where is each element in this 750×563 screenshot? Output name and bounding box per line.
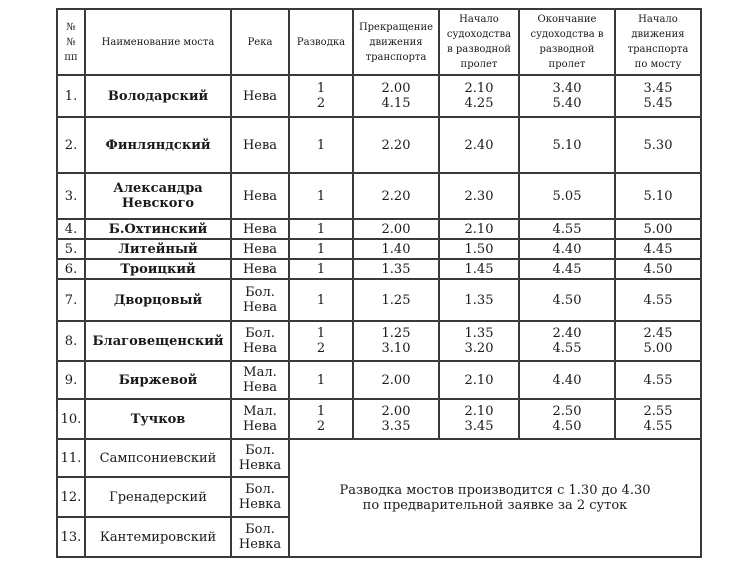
traffic-resume-time-line: 4.55: [643, 372, 673, 388]
traffic-resume-time-line: 4.55: [643, 419, 673, 434]
traffic-stop-time: [353, 219, 439, 239]
row-number: 10.: [57, 399, 85, 439]
navigation-end-time-line: 5.40: [552, 96, 582, 111]
river-name-line: Нева: [242, 341, 278, 356]
navigation-end-time-line: 3.40: [552, 81, 582, 96]
bridge-name-line: Троицкий: [120, 261, 196, 277]
opening-number-line: 1: [316, 221, 326, 237]
bridge-name-line: Биржевой: [118, 372, 198, 388]
table-row: [57, 239, 701, 259]
navigation-end-time: [519, 75, 615, 117]
opening-number-line: 1: [316, 372, 326, 388]
traffic-resume-time: [615, 399, 701, 439]
navigation-start-time: [439, 75, 519, 117]
opening-number-line: 1: [316, 326, 326, 341]
bridge-schedule-table: [56, 8, 702, 558]
header-navigation-end: Окончание судоходства в разводной пролет: [519, 9, 615, 75]
traffic-stop-time-line: 3.35: [381, 419, 411, 434]
header-opening: Разводка: [289, 9, 353, 75]
navigation-end-time-line: 2.40: [552, 326, 582, 341]
traffic-stop-time-line: 2.20: [381, 188, 411, 204]
bridge-name: [85, 173, 231, 219]
traffic-stop-time-line: 4.15: [381, 96, 411, 111]
opening-number: [289, 219, 353, 239]
opening-number-line: 1: [316, 137, 326, 153]
navigation-end-time-line: 4.45: [552, 261, 582, 277]
traffic-stop-time-line: 1.40: [381, 241, 411, 257]
navigation-start-time: [439, 399, 519, 439]
navigation-start-time: [439, 117, 519, 173]
river-name: [231, 219, 289, 239]
river-name-line: Нева: [242, 380, 278, 395]
traffic-resume-time-line: 4.45: [643, 241, 673, 257]
river-name-line: Невка: [238, 458, 282, 473]
river-name-line: Невка: [238, 497, 282, 512]
bridge-name: Сампсониевский: [85, 439, 231, 477]
header-bridge-name: Наименование моста: [85, 9, 231, 75]
river-name: [231, 439, 289, 477]
traffic-resume-time: [615, 173, 701, 219]
schedule-note-line: Разводка мостов производится с 1.30 до 4.30: [339, 483, 651, 498]
bridge-name-line: Володарский: [107, 88, 209, 104]
bridge-name-line: Дворцовый: [113, 292, 203, 308]
navigation-start-time-line: 2.10: [464, 404, 494, 419]
river-name: [231, 173, 289, 219]
opening-number: [289, 259, 353, 279]
table-row: [57, 321, 701, 361]
navigation-end-time: [519, 173, 615, 219]
opening-number: [289, 239, 353, 259]
river-name-line: Нева: [242, 188, 278, 204]
bridge-name: [85, 399, 231, 439]
row-number: 3.: [57, 173, 85, 219]
extra-rows: [57, 439, 701, 557]
traffic-resume-time-line: 4.50: [643, 261, 673, 277]
opening-number-line: 2: [316, 96, 326, 111]
opening-number-line: 1: [316, 261, 326, 277]
bridge-name-line: Тучков: [130, 411, 186, 427]
traffic-resume-time: [615, 321, 701, 361]
traffic-resume-time: [615, 279, 701, 321]
navigation-start-time-line: 1.50: [464, 241, 494, 257]
bridge-name: [85, 259, 231, 279]
bridge-name-line: Александра: [113, 181, 203, 196]
traffic-resume-time: [615, 219, 701, 239]
navigation-end-time: [519, 399, 615, 439]
navigation-end-time: [519, 259, 615, 279]
opening-number-line: 2: [316, 341, 326, 356]
bridge-name: [85, 117, 231, 173]
navigation-end-time: [519, 219, 615, 239]
opening-number-line: 1: [316, 188, 326, 204]
river-name: [231, 517, 289, 557]
traffic-stop-time-line: 1.25: [381, 292, 411, 308]
traffic-stop-time-line: 2.00: [381, 372, 411, 388]
table-row: [57, 173, 701, 219]
opening-number: [289, 321, 353, 361]
bridge-name: [85, 361, 231, 399]
river-name-line: Нева: [242, 137, 278, 153]
opening-number: [289, 399, 353, 439]
river-name: [231, 399, 289, 439]
bridge-name: [85, 321, 231, 361]
header-traffic-stop: Прекращение движения транспорта: [353, 9, 439, 75]
traffic-stop-time: [353, 173, 439, 219]
navigation-start-time: [439, 259, 519, 279]
row-number: 7.: [57, 279, 85, 321]
header-number: № № пп: [57, 9, 85, 75]
river-name-line: Нева: [242, 88, 278, 104]
bridge-name-line: Б.Охтинский: [108, 221, 208, 237]
row-number: 12.: [57, 477, 85, 517]
navigation-start-time-line: 3.20: [464, 341, 494, 356]
river-name: [231, 361, 289, 399]
navigation-start-time-line: 3.45: [464, 419, 494, 434]
schedule-note-line: по предварительной заявке за 2 суток: [362, 498, 628, 513]
traffic-resume-time-line: 2.55: [643, 404, 673, 419]
opening-number: [289, 173, 353, 219]
traffic-stop-time: [353, 75, 439, 117]
navigation-start-time-line: 2.10: [464, 372, 494, 388]
bridge-name-line: Литейный: [118, 241, 198, 257]
traffic-stop-time: [353, 321, 439, 361]
opening-number-line: 1: [316, 404, 326, 419]
traffic-resume-time: [615, 75, 701, 117]
opening-number: [289, 117, 353, 173]
traffic-resume-time: [615, 361, 701, 399]
table-row: [57, 219, 701, 239]
bridge-name: [85, 239, 231, 259]
river-name-line: Нева: [242, 261, 278, 277]
traffic-stop-time: [353, 239, 439, 259]
navigation-start-time-line: 1.35: [464, 326, 494, 341]
river-name-line: Мал.: [243, 365, 277, 380]
row-number: 5.: [57, 239, 85, 259]
navigation-end-time-line: 4.40: [552, 372, 582, 388]
river-name: [231, 279, 289, 321]
traffic-resume-time-line: 2.45: [643, 326, 673, 341]
bridge-name-line: Благовещенский: [92, 333, 224, 349]
river-name: [231, 117, 289, 173]
traffic-resume-time-line: 5.10: [643, 188, 673, 204]
navigation-start-time-line: 2.10: [464, 81, 494, 96]
traffic-stop-time-line: 1.35: [381, 261, 411, 277]
navigation-end-time-line: 4.55: [552, 221, 582, 237]
schedule-note: [289, 439, 701, 557]
table-row: [57, 75, 701, 117]
navigation-end-time-line: 4.50: [552, 292, 582, 308]
row-number: 2.: [57, 117, 85, 173]
traffic-resume-time-line: 5.00: [643, 341, 673, 356]
river-name: [231, 239, 289, 259]
navigation-end-time-line: 5.05: [552, 188, 582, 204]
header-row: [57, 9, 701, 75]
bridge-name-line: Финляндский: [105, 137, 211, 153]
opening-number: [289, 75, 353, 117]
traffic-resume-time-line: 5.00: [643, 221, 673, 237]
row-number: 13.: [57, 517, 85, 557]
river-name-line: Нева: [242, 221, 278, 237]
river-name-line: Невка: [238, 537, 282, 552]
river-name: [231, 259, 289, 279]
traffic-stop-time: [353, 117, 439, 173]
opening-number: [289, 279, 353, 321]
traffic-stop-time: [353, 361, 439, 399]
navigation-start-time: [439, 279, 519, 321]
navigation-start-time-line: 4.25: [464, 96, 494, 111]
table-row: [57, 117, 701, 173]
traffic-stop-time-line: 3.10: [381, 341, 411, 356]
table-row: [57, 279, 701, 321]
river-name-line: Бол.: [245, 326, 275, 341]
traffic-resume-time: [615, 259, 701, 279]
opening-number-line: 1: [316, 241, 326, 257]
navigation-end-time-line: 4.50: [552, 419, 582, 434]
navigation-end-time: [519, 279, 615, 321]
opening-number-line: 1: [316, 292, 326, 308]
river-name-line: Нева: [242, 300, 278, 315]
navigation-start-time: [439, 321, 519, 361]
traffic-resume-time: [615, 117, 701, 173]
traffic-stop-time: [353, 259, 439, 279]
traffic-resume-time: [615, 239, 701, 259]
bridge-name: [85, 279, 231, 321]
river-name-line: Бол.: [245, 522, 275, 537]
navigation-end-time: [519, 239, 615, 259]
traffic-stop-time-line: 2.20: [381, 137, 411, 153]
opening-number-line: 1: [316, 81, 326, 96]
navigation-start-time-line: 1.45: [464, 261, 494, 277]
river-name-line: Нева: [242, 419, 278, 434]
traffic-stop-time: [353, 399, 439, 439]
table-row: [57, 259, 701, 279]
navigation-end-time: [519, 361, 615, 399]
navigation-end-time-line: 4.55: [552, 341, 582, 356]
row-number: 9.: [57, 361, 85, 399]
navigation-start-time-line: 1.35: [464, 292, 494, 308]
navigation-start-time: [439, 239, 519, 259]
table-row: [57, 399, 701, 439]
navigation-end-time: [519, 321, 615, 361]
row-number: 6.: [57, 259, 85, 279]
bridge-name-line: Невского: [121, 196, 195, 211]
row-number: 4.: [57, 219, 85, 239]
navigation-start-time-line: 2.10: [464, 221, 494, 237]
river-name-line: Бол.: [245, 482, 275, 497]
traffic-resume-time-line: 5.30: [643, 137, 673, 153]
traffic-stop-time-line: 2.00: [381, 404, 411, 419]
row-number: 1.: [57, 75, 85, 117]
river-name-line: Бол.: [245, 285, 275, 300]
opening-number: [289, 361, 353, 399]
navigation-end-time: [519, 117, 615, 173]
bridge-name: [85, 75, 231, 117]
river-name-line: Мал.: [243, 404, 277, 419]
navigation-start-time-line: 2.30: [464, 188, 494, 204]
bridge-name: Гренадерский: [85, 477, 231, 517]
traffic-resume-time-line: 3.45: [643, 81, 673, 96]
river-name-line: Бол.: [245, 443, 275, 458]
header-traffic-start: Начало движения транспорта по мосту: [615, 9, 701, 75]
row-number: 8.: [57, 321, 85, 361]
river-name: [231, 477, 289, 517]
navigation-end-time-line: 5.10: [552, 137, 582, 153]
navigation-start-time: [439, 173, 519, 219]
traffic-stop-time-line: 1.25: [381, 326, 411, 341]
schedule-rows: [57, 75, 701, 439]
river-name: [231, 75, 289, 117]
bridge-name: Кантемировский: [85, 517, 231, 557]
navigation-start-time: [439, 219, 519, 239]
row-number: 11.: [57, 439, 85, 477]
river-name-line: Нева: [242, 241, 278, 257]
table-row: [57, 439, 701, 477]
river-name: [231, 321, 289, 361]
traffic-resume-time-line: 4.55: [643, 292, 673, 308]
header-navigation-start: Начало судоходства в разводной пролет: [439, 9, 519, 75]
navigation-start-time-line: 2.40: [464, 137, 494, 153]
navigation-end-time-line: 2.50: [552, 404, 582, 419]
traffic-stop-time: [353, 279, 439, 321]
traffic-stop-time-line: 2.00: [381, 81, 411, 96]
opening-number-line: 2: [316, 419, 326, 434]
table-row: [57, 361, 701, 399]
header-river: Река: [231, 9, 289, 75]
navigation-start-time: [439, 361, 519, 399]
traffic-stop-time-line: 2.00: [381, 221, 411, 237]
navigation-end-time-line: 4.40: [552, 241, 582, 257]
bridge-name: [85, 219, 231, 239]
traffic-resume-time-line: 5.45: [643, 96, 673, 111]
